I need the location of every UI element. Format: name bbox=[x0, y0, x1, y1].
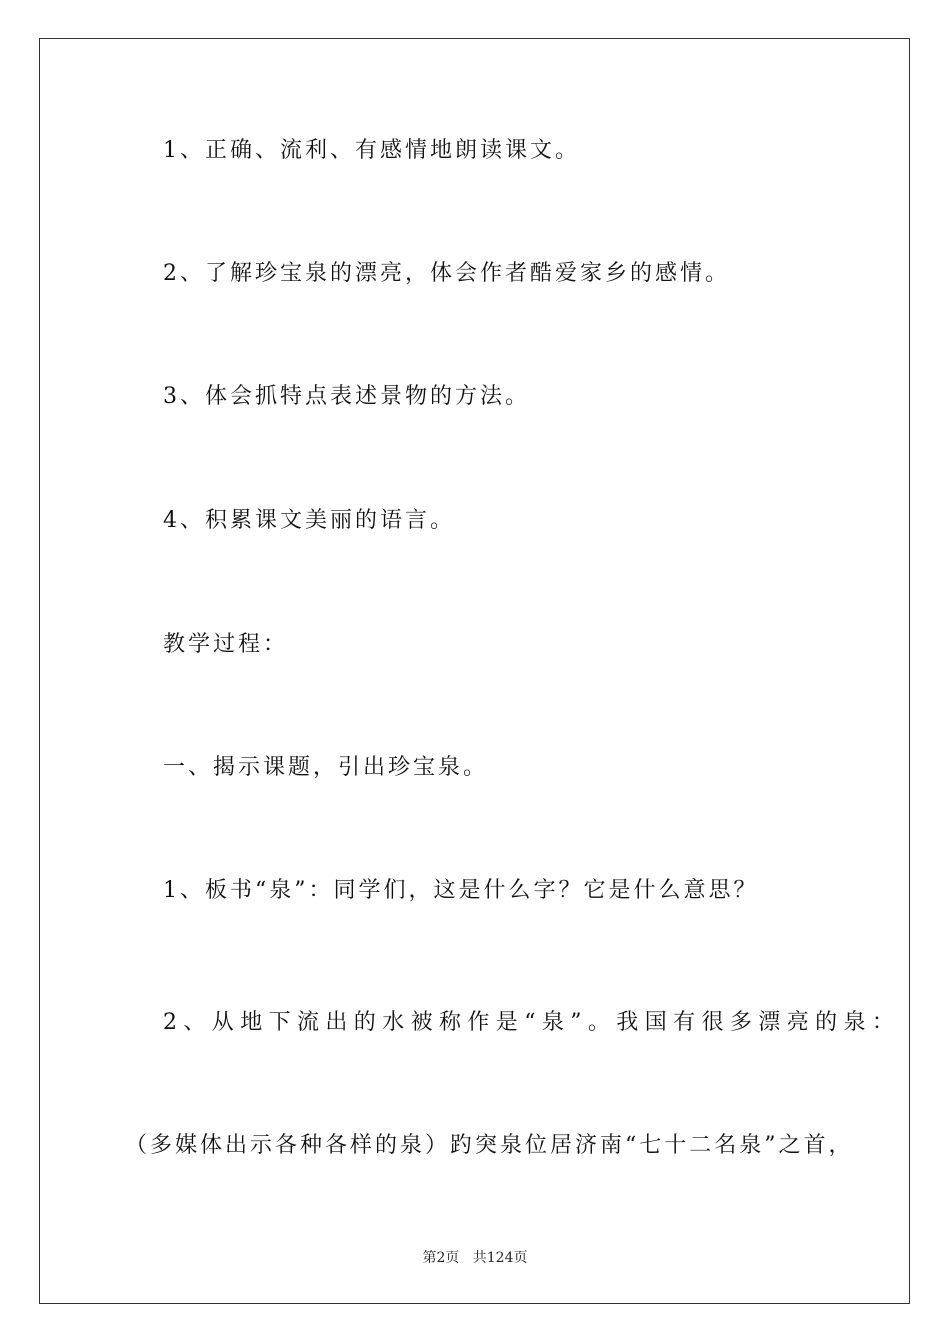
step-item-2-continued: （多媒体出示各种各样的泉）趵突泉位居济南“七十二名泉”之首， bbox=[125, 1133, 854, 1158]
total-pages: 共124页 bbox=[472, 1250, 528, 1266]
objective-4: 4、积累课文美丽的语言。 bbox=[163, 508, 455, 533]
page-border bbox=[39, 38, 910, 1304]
page-number: 第2页 bbox=[422, 1250, 460, 1266]
step-heading-1: 一、揭示课题，引出珍宝泉。 bbox=[163, 755, 489, 780]
objective-1: 1、正确、流利、有感情地朗读课文。 bbox=[163, 138, 580, 163]
step-item-2: 2、从地下流出的水被称作是“泉”。我国有很多漂亮的泉： bbox=[163, 1010, 901, 1035]
section-heading-process: 教学过程： bbox=[163, 632, 289, 657]
objective-2: 2、了解珍宝泉的漂亮，体会作者酷爱家乡的感情。 bbox=[163, 261, 730, 286]
objective-3: 3、体会抓特点表述景物的方法。 bbox=[163, 384, 530, 409]
step-item-1: 1、板书“泉”：同学们，这是什么字？它是什么意思？ bbox=[163, 878, 759, 903]
page-footer bbox=[0, 1248, 950, 1268]
